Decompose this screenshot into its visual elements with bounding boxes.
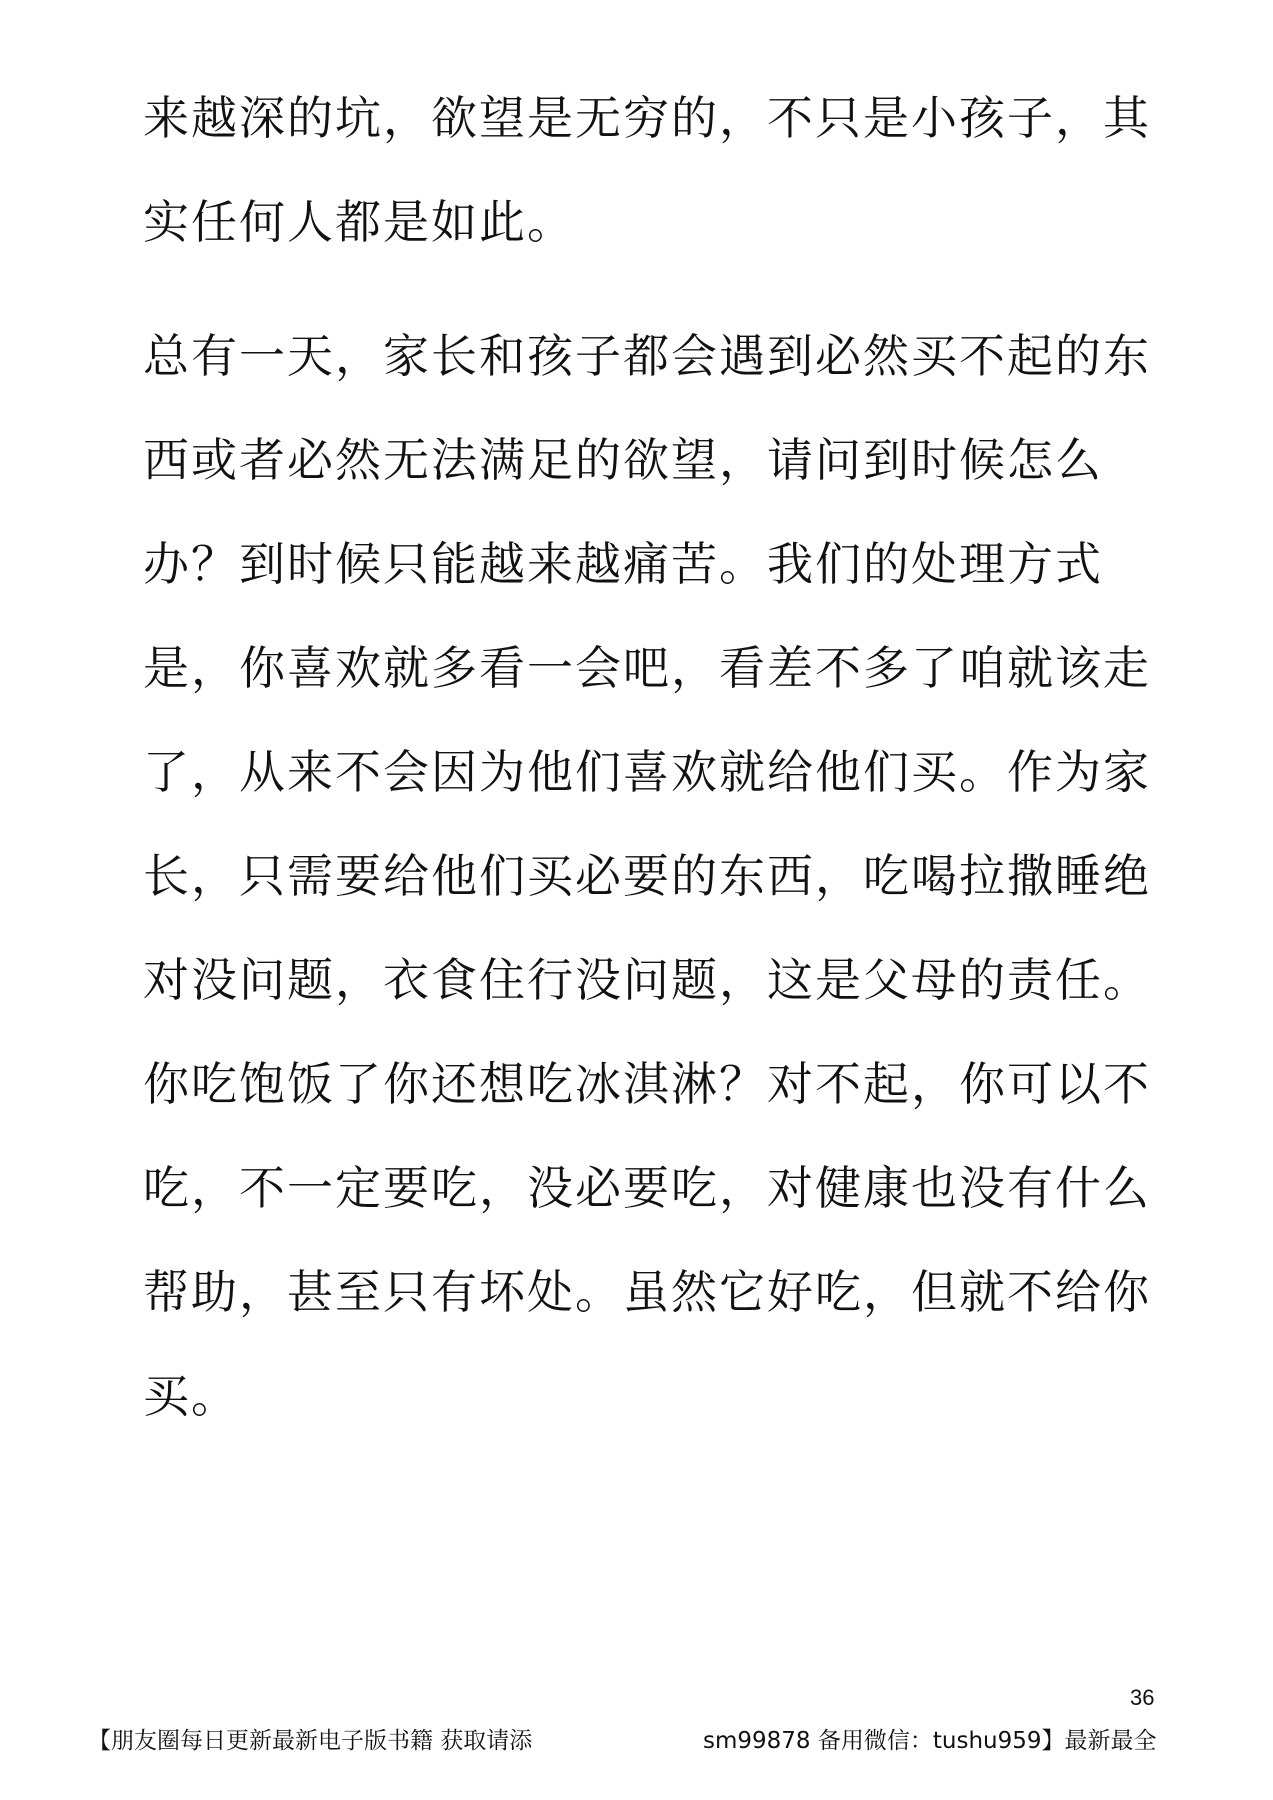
footer-banner [0, 1718, 1273, 1758]
text-line: 了，从来不会因为他们喜欢就给他们买。作为家 [143, 745, 1151, 799]
text-line: 总有一天，家长和孩子都会遇到必然买不起的东 [143, 329, 1151, 383]
footer-right-text: sm99878 备用微信：tushu959】最新最全 [703, 1728, 1157, 1754]
text-line: 吃，不一定要吃，没必要吃，对健康也没有什么 [143, 1161, 1151, 1215]
text-line: 买。 [143, 1369, 239, 1423]
paragraph-2 [143, 304, 1151, 1448]
text-line: 来越深的坑，欲望是无穷的，不只是小孩子，其 [143, 91, 1151, 145]
text-line: 是，你喜欢就多看一会吧，看差不多了咱就该走 [143, 641, 1151, 695]
text-line: 实任何人都是如此。 [143, 195, 575, 249]
text-line: 帮助，甚至只有坏处。虽然它好吃，但就不给你 [143, 1265, 1151, 1319]
text-line: 对没问题，衣食住行没问题，这是父母的责任。 [143, 953, 1151, 1007]
text-line: 西或者必然无法满足的欲望，请问到时候怎么 [143, 433, 1103, 487]
footer-left-text: 【朋友圈每日更新最新电子版书籍 获取请添 [88, 1728, 533, 1754]
paragraph-1 [143, 66, 1151, 274]
text-line: 长，只需要给他们买必要的东西，吃喝拉撒睡绝 [143, 849, 1151, 903]
text-line: 你吃饱饭了你还想吃冰淇淋？对不起，你可以不 [143, 1057, 1151, 1111]
text-line: 办？到时候只能越来越痛苦。我们的处理方式 [143, 537, 1103, 591]
page-number: 36 [1130, 1685, 1155, 1710]
